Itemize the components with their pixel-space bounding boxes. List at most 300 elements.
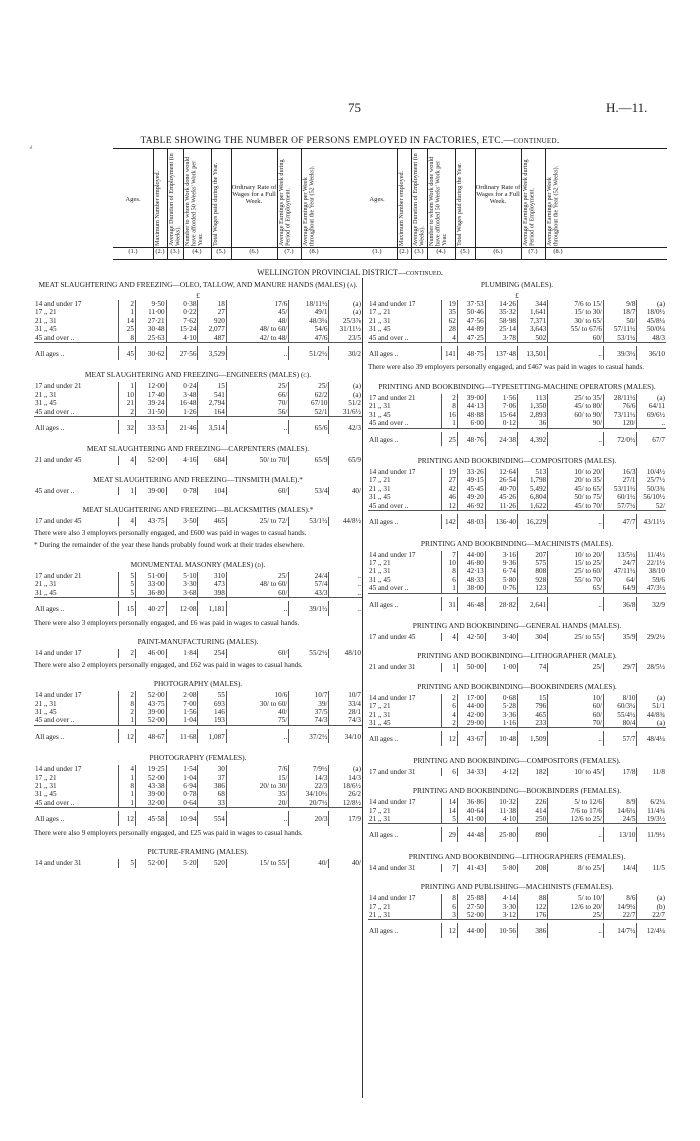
value-cell: 7/6 to 15/ — [548, 300, 604, 308]
section-note: There were also 3 employers personally engaged, and £600 was paid in wages to casual hands. — [34, 528, 307, 537]
value-cell: 16·48 — [166, 399, 198, 407]
value-cell: 27·21 — [135, 317, 166, 325]
table-row — [34, 456, 362, 464]
value-cell: 47/11½ — [603, 567, 636, 575]
value-cell: 43·75 — [135, 700, 166, 708]
value-cell: 36·86 — [457, 798, 485, 806]
value-cell: .. — [226, 601, 289, 615]
column-header-label: Total Wages paid during the Year. — [456, 162, 463, 246]
value-cell: 10·32 — [485, 798, 517, 806]
value-cell: 4 — [119, 517, 136, 525]
value-cell: 398 — [198, 589, 226, 598]
column-header-label: Average Earnings per Week throughout the Year (52 Weeks). — [546, 165, 560, 246]
value-cell: 55/ to 70/ — [548, 576, 604, 584]
age-cell: 17 ,, 21 — [369, 476, 391, 485]
age-cell: 14 and under 17 — [369, 550, 416, 559]
section-heading: PRINTING AND BOOKBINDING—TYPESETTING-MACHINE OPERATORS (MALES). — [378, 382, 656, 392]
value-cell: 45/ to 70/ — [548, 502, 604, 511]
age-cell: 21 ,, 31 — [369, 815, 391, 823]
value-cell: 29 — [442, 827, 458, 841]
value-cell: 122 — [518, 903, 548, 911]
age-cell: 21 ,, 31 — [35, 316, 57, 325]
value-cell: 45/ — [226, 308, 289, 316]
value-cell: 0·78 — [166, 790, 198, 798]
value-cell: 5·10 — [166, 572, 198, 580]
value-cell: 414 — [518, 807, 548, 815]
age-cell: 21 ,, 31 — [35, 781, 57, 790]
value-cell: 45·45 — [457, 485, 485, 493]
value-cell: 45/ to 80/ — [548, 402, 604, 410]
value-cell: 20/ — [226, 799, 289, 808]
value-cell: 10/ to 20/ — [548, 551, 604, 559]
value-cell: 22/7 — [603, 911, 636, 920]
age-cell: 31 ,, 45 — [35, 399, 57, 408]
value-cell: 43·75 — [135, 517, 166, 525]
value-cell: 310 — [198, 572, 226, 580]
age-cell: 21 ,, 31 — [369, 316, 391, 325]
value-cell: .. — [548, 514, 604, 528]
age-cell: 17 ,, 21 — [369, 902, 391, 911]
value-cell: 52·00 — [135, 716, 166, 725]
table-row — [368, 468, 666, 476]
table-row — [34, 589, 362, 598]
value-cell: .. — [226, 420, 289, 434]
section-heading: PRINTING AND BOOKBINDING—LITHOGRAPHERS (FEMALES). — [408, 851, 626, 861]
value-cell: 42/ to 48/ — [226, 334, 289, 343]
column-number: (7.) — [284, 248, 294, 255]
table-row — [368, 903, 666, 911]
age-cell: 14 and under 17 — [35, 765, 82, 774]
value-cell: 123 — [518, 584, 548, 593]
value-cell: 226 — [518, 798, 548, 806]
value-cell: 1·56 — [166, 708, 198, 716]
value-cell: 14/3 — [329, 774, 362, 782]
age-cell: 17 ,, 21 — [369, 806, 391, 815]
table-row — [368, 567, 666, 575]
value-cell: (a) — [637, 894, 666, 902]
age-cell: 14 and under 17 — [369, 894, 416, 903]
column-header-label: Average Duration of Employment (in Weeks). — [412, 153, 426, 246]
value-cell: 52·00 — [457, 911, 485, 920]
value-cell: 7·00 — [166, 700, 198, 708]
value-cell: 24/5 — [603, 815, 636, 824]
column-header-label: Average Earnings per Week during Period of Employment. — [522, 159, 536, 246]
value-cell: 60/ — [548, 711, 604, 719]
value-cell: 15·24 — [166, 325, 198, 333]
value-cell: 10·56 — [485, 923, 517, 937]
page-header — [0, 100, 700, 116]
wage-table — [34, 649, 362, 657]
total-row — [368, 346, 666, 360]
value-cell: 57/7 — [603, 731, 636, 745]
value-cell: (a) — [637, 394, 666, 402]
value-cell: 8/6 — [603, 894, 636, 902]
value-cell: 48/ to 60/ — [226, 325, 289, 333]
value-cell: 11/4¾ — [637, 807, 666, 815]
value-cell: 60/1½ — [603, 493, 636, 501]
value-cell: 8 — [119, 782, 136, 790]
age-cell: 17 and under 45 — [35, 517, 82, 526]
value-cell: .. — [226, 729, 289, 743]
value-cell: 19 — [442, 300, 458, 308]
value-cell: 44·48 — [457, 827, 485, 841]
value-cell: 142 — [442, 514, 458, 528]
value-cell: 0·76 — [485, 584, 517, 593]
value-cell: 10 — [442, 559, 458, 567]
value-cell: 1,509 — [518, 731, 548, 745]
value-cell: 45·58 — [135, 811, 166, 825]
age-cell: All ages .. — [35, 424, 65, 433]
value-cell: 28·82 — [485, 597, 517, 611]
value-cell: 40·70 — [485, 485, 517, 493]
column-number: (1.) — [372, 248, 382, 255]
value-cell: .. — [329, 572, 362, 580]
table-row — [34, 799, 362, 808]
value-cell: 52·00 — [135, 859, 166, 867]
value-cell: 8 — [119, 334, 136, 343]
value-cell: .. — [329, 589, 362, 598]
value-cell: 808 — [518, 567, 548, 575]
table-row — [34, 399, 362, 407]
value-cell: 5·80 — [485, 576, 517, 584]
value-cell: 146 — [198, 708, 226, 716]
value-cell: 6,804 — [518, 493, 548, 501]
value-cell: 35 — [442, 308, 458, 316]
total-row — [368, 923, 666, 937]
value-cell: 5·80 — [485, 864, 517, 872]
value-cell: 11·68 — [166, 729, 198, 743]
total-row — [368, 827, 666, 841]
value-cell: 11·38 — [485, 807, 517, 815]
value-cell: 18/6½ — [329, 782, 362, 790]
value-cell: 0·64 — [166, 799, 198, 808]
column-number: (8.) — [309, 248, 319, 255]
value-cell: 27 — [442, 476, 458, 484]
value-cell: 49/1 — [289, 308, 329, 316]
value-cell: 47/7 — [603, 514, 636, 528]
age-cell: 17 and under 45 — [369, 632, 416, 641]
value-cell: 25/ — [226, 382, 289, 390]
value-cell: 60/ — [548, 334, 604, 343]
value-cell: 34/10 — [329, 729, 362, 743]
value-cell: 4,392 — [518, 432, 548, 446]
value-cell: 28 — [442, 325, 458, 333]
value-cell: 176 — [518, 911, 548, 920]
value-cell: 19 — [442, 468, 458, 476]
value-cell: 8/ to 25/ — [548, 864, 604, 872]
value-cell: 14 — [119, 317, 136, 325]
value-cell: 55/ to 67/6 — [548, 325, 604, 333]
column-number: (2.) — [155, 248, 165, 255]
value-cell: 8/9 — [603, 798, 636, 806]
value-cell: 502 — [518, 334, 548, 343]
age-cell: 45 and over .. — [35, 486, 75, 495]
value-cell: 4·12 — [485, 768, 517, 776]
age-cell: All ages .. — [369, 600, 399, 609]
value-cell: .. — [329, 580, 362, 588]
value-cell: 1 — [119, 774, 136, 782]
value-cell: 7/6 — [226, 765, 289, 773]
value-cell: 39·24 — [135, 399, 166, 407]
section-note: * During the remainder of the year these hands probably found work at their trades elsewhere. — [34, 541, 305, 550]
header-rule-top — [113, 148, 667, 149]
value-cell: 5/ to 12/6 — [548, 798, 604, 806]
value-cell: 64/11 — [637, 402, 666, 410]
value-cell: 57/7½ — [603, 502, 636, 511]
value-cell: 48/10 — [329, 649, 362, 657]
column-number: (1.) — [128, 248, 138, 255]
value-cell: 10·48 — [485, 731, 517, 745]
value-cell: 920 — [198, 317, 226, 325]
value-cell: 14 — [442, 807, 458, 815]
value-cell: 65/9 — [289, 456, 329, 464]
value-cell: 52·00 — [135, 774, 166, 782]
column-number: (5.) — [460, 248, 470, 255]
value-cell: 47/6 — [289, 334, 329, 343]
age-cell: All ages .. — [369, 350, 399, 359]
value-cell: 10/6 — [226, 691, 289, 699]
value-cell: 15·64 — [485, 411, 517, 419]
value-cell: 66/ — [226, 391, 289, 399]
table-row — [368, 317, 666, 325]
value-cell: 10/ to 45/ — [548, 768, 604, 776]
value-cell: 25·80 — [485, 827, 517, 841]
value-cell: 4·16 — [166, 456, 198, 464]
table-row — [34, 700, 362, 708]
table-title: TABLE SHOWING THE NUMBER OF PERSONS EMPLOYED IN FACTORIES, ETC.—continued. — [140, 136, 560, 146]
value-cell: 796 — [518, 702, 548, 710]
wage-table — [34, 859, 362, 867]
value-cell: .. — [548, 827, 604, 841]
value-cell: 60/ — [548, 702, 604, 710]
value-cell: 1·26 — [166, 408, 198, 417]
value-cell: 48·88 — [457, 411, 485, 419]
age-cell: 14 and under 17 — [369, 468, 416, 477]
value-cell: 7·06 — [485, 402, 517, 410]
value-cell: 1 — [442, 584, 458, 593]
value-cell: 193 — [198, 716, 226, 725]
age-cell: 17 ,, 21 — [35, 773, 57, 782]
value-cell: 31·50 — [135, 408, 166, 417]
section-heading: PICTURE-FRAMING (MALES). — [147, 847, 249, 857]
value-cell: 48/4¼ — [637, 731, 666, 745]
value-cell: 17·40 — [135, 391, 166, 399]
value-cell: 3·12 — [485, 911, 517, 920]
value-cell: 65/6 — [289, 420, 329, 434]
table-row — [368, 300, 666, 308]
value-cell: 35/9 — [603, 633, 636, 641]
value-cell: 33/4 — [329, 700, 362, 708]
table-row — [368, 551, 666, 559]
value-cell: 3·30 — [166, 580, 198, 588]
value-cell: 3·78 — [485, 334, 517, 343]
value-cell: 3·36 — [485, 711, 517, 719]
value-cell: 4·10 — [166, 334, 198, 343]
total-row — [34, 601, 362, 615]
value-cell: 65/9 — [329, 456, 362, 464]
value-cell: 250 — [518, 815, 548, 824]
value-cell: 7/6 to 17/6 — [548, 807, 604, 815]
column-header-label: Maximum Number employed. — [398, 170, 405, 246]
age-cell: All ages .. — [369, 735, 399, 744]
value-cell: 25/ — [548, 911, 604, 920]
value-cell: 113 — [518, 394, 548, 402]
value-cell: 520 — [198, 859, 226, 867]
value-cell: 304 — [518, 633, 548, 641]
section-heading: PRINTING AND BOOKBINDING—BOOKBINDERS (FEMALES). — [412, 786, 622, 796]
value-cell: 48·67 — [135, 729, 166, 743]
table-row — [368, 411, 666, 419]
value-cell: 39/ — [289, 700, 329, 708]
section-heading: PRINTING AND BOOKBINDING—COMPOSITORS (MALES). — [417, 456, 617, 466]
value-cell: 208 — [518, 864, 548, 872]
table-row — [34, 325, 362, 333]
value-cell: 26/2 — [329, 790, 362, 798]
value-cell: 64/9 — [603, 584, 636, 593]
value-cell: 3,529 — [198, 346, 226, 360]
value-cell: 44·00 — [457, 551, 485, 559]
value-cell: 25 — [442, 432, 458, 446]
value-cell: 12/6 to 20/ — [548, 903, 604, 911]
value-cell: 1 — [119, 308, 136, 316]
table-row — [368, 911, 666, 920]
age-cell: 21 ,, 31 — [369, 710, 391, 719]
value-cell: 24/4 — [289, 572, 329, 580]
age-cell: 17 ,, 21 — [369, 702, 391, 711]
value-cell: 39·00 — [135, 790, 166, 798]
value-cell: 1·16 — [485, 719, 517, 728]
value-cell: 25/ to 72/ — [226, 517, 289, 525]
table-row — [34, 649, 362, 657]
value-cell: 24/7 — [603, 559, 636, 567]
age-cell: 45 and over .. — [35, 407, 75, 416]
age-cell: All ages .. — [369, 435, 399, 444]
value-cell: 48/3 — [637, 334, 666, 343]
value-cell: .. — [637, 419, 666, 428]
table-row — [368, 663, 666, 671]
value-cell: 20/ to 35/ — [548, 476, 604, 484]
value-cell: 14·26 — [485, 300, 517, 308]
value-cell: 254 — [198, 649, 226, 657]
value-cell: 1,181 — [198, 601, 226, 615]
table-row — [368, 419, 666, 428]
value-cell: 73/11½ — [603, 411, 636, 419]
value-cell: 1 — [442, 419, 458, 428]
value-cell: 26·54 — [485, 476, 517, 484]
value-cell: 39·00 — [135, 487, 166, 495]
section-heading: PHOTOGRAPHY (MALES). — [153, 679, 243, 689]
wage-table — [34, 300, 362, 360]
column-header-label: Total Wages paid during the Year. — [212, 162, 219, 246]
table-row — [368, 576, 666, 584]
value-cell: 2 — [119, 691, 136, 699]
value-cell: 13/10 — [603, 827, 636, 841]
wage-table — [368, 768, 666, 776]
value-cell: 5 — [442, 815, 458, 824]
value-cell: 8 — [442, 894, 458, 902]
value-cell: 20/3 — [289, 811, 329, 825]
value-cell: 45 — [119, 346, 136, 360]
value-cell: 11/8 — [637, 768, 666, 776]
value-cell: 44/8½ — [329, 517, 362, 525]
value-cell: 10/ to 20/ — [548, 468, 604, 476]
value-cell: 32/9 — [637, 597, 666, 611]
value-cell: 48/ to 60/ — [226, 580, 289, 588]
value-cell: 12/8½ — [329, 799, 362, 808]
value-cell: 42·00 — [457, 711, 485, 719]
value-cell: 25·88 — [457, 894, 485, 902]
margin-mark: ⁁ — [30, 140, 32, 149]
value-cell: 12 — [442, 923, 458, 937]
table-row — [34, 334, 362, 343]
value-cell: 34/10½ — [289, 790, 329, 798]
section-heading: PLUMBING (MALES). — [480, 280, 554, 289]
value-cell: 8 — [442, 402, 458, 410]
value-cell: 57/4 — [289, 580, 329, 588]
value-cell: 1,641 — [518, 308, 548, 316]
value-cell: 25/7½ — [637, 476, 666, 484]
value-cell: 5 — [119, 859, 136, 867]
value-cell: 51·00 — [135, 572, 166, 580]
wage-table — [368, 864, 666, 872]
value-cell: .. — [226, 811, 289, 825]
age-cell: 21 ,, 31 — [369, 567, 391, 576]
section-heading: PRINTING AND BOOKBINDING—COMPOSITORS (FEMALES). — [413, 755, 621, 765]
value-cell: 18/0½ — [637, 308, 666, 316]
age-cell: 45 and over .. — [35, 333, 75, 342]
value-cell: 52/1 — [289, 408, 329, 417]
value-cell: 541 — [198, 391, 226, 399]
value-cell: 70/ — [548, 719, 604, 728]
section-heading: PRINTING AND BOOKBINDING—GENERAL HANDS (MALES). — [412, 620, 622, 630]
age-cell: 14 and under 31 — [35, 859, 82, 868]
value-cell: 14/3 — [289, 774, 329, 782]
age-cell: All ages .. — [35, 605, 65, 614]
value-cell: 3·50 — [166, 517, 198, 525]
value-cell: 5 — [119, 580, 136, 588]
value-cell: 67/10 — [289, 399, 329, 407]
value-cell: 8/10 — [603, 694, 636, 702]
value-cell: 72/0½ — [603, 432, 636, 446]
value-cell: 54/6 — [289, 325, 329, 333]
value-cell: 43·67 — [457, 731, 485, 745]
value-cell: .. — [329, 601, 362, 615]
value-cell: 4·14 — [485, 894, 517, 902]
value-cell: .. — [548, 597, 604, 611]
value-cell: 18/11½ — [289, 300, 329, 308]
age-cell: 45 and over .. — [35, 798, 75, 807]
age-cell: All ages .. — [35, 350, 65, 359]
column-header-label: Average Duration of Employment (in Weeks). — [168, 153, 182, 246]
value-cell: 7 — [442, 864, 458, 872]
age-cell: 21 ,, 31 — [369, 484, 391, 493]
value-cell: 513 — [518, 468, 548, 476]
value-cell: 6 — [442, 903, 458, 911]
value-cell: 575 — [518, 559, 548, 567]
wage-table — [368, 468, 666, 528]
value-cell: 38·00 — [457, 584, 485, 593]
value-cell: 36 — [518, 419, 548, 428]
wage-table — [34, 456, 362, 464]
value-cell: 39·00 — [457, 394, 485, 402]
wage-table — [34, 517, 362, 525]
column-number: (7.) — [528, 248, 538, 255]
value-cell: 74 — [518, 663, 548, 671]
wage-table — [368, 694, 666, 746]
value-cell: 40·27 — [135, 601, 166, 615]
page-number: 75 — [348, 100, 361, 115]
table-row — [368, 798, 666, 806]
